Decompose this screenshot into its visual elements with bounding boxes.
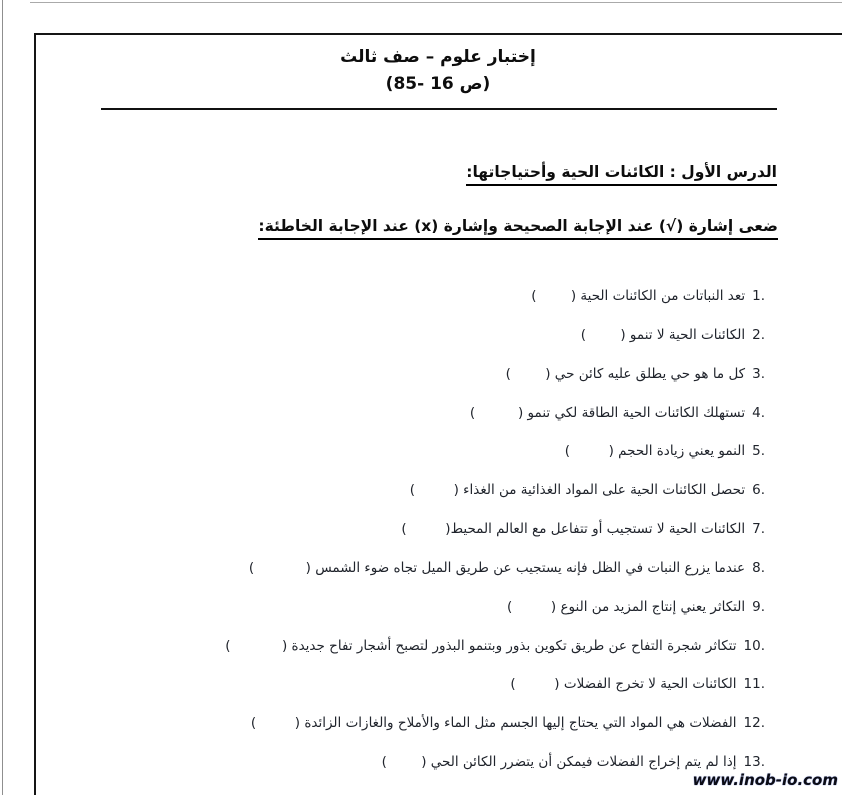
question-number: 3. xyxy=(752,365,765,382)
question-text: تحصل الكائنات الحية على المواد الغذائية من الغذاء ( ) xyxy=(409,482,746,499)
question-text: تعد النباتات من الكائنات الحية ( ) xyxy=(531,288,746,304)
question-number: 7. xyxy=(752,521,765,538)
question-item xyxy=(0,638,765,677)
question-text: الفضلات هي المواد التي يحتاج إليها الجسم مثل الماء والأملاح والغازات الزائدة ( ) xyxy=(250,715,737,732)
site-watermark: www.inob-io.com xyxy=(692,771,838,789)
question-number: 5. xyxy=(752,443,765,460)
question-text: الكائنات الحية لا تستجيب أو تتفاعل مع العالم المحيط( ) xyxy=(401,521,746,538)
question-item xyxy=(0,754,765,793)
question-text: الكائنات الحية لا تنمو ( ) xyxy=(580,326,746,343)
question-item xyxy=(0,560,765,599)
question-item xyxy=(0,482,765,521)
question-number: 1. xyxy=(752,288,765,304)
question-text: إذا لم يتم إخراج الفضلات فيمكن أن يتضرر الكائن الحي ( ) xyxy=(381,754,737,771)
question-text: تستهلك الكائنات الحية الطاقة لكي تنمو ( ) xyxy=(469,404,746,421)
question-list xyxy=(0,288,765,793)
question-number: 9. xyxy=(752,598,765,615)
question-item xyxy=(0,327,765,366)
question-item xyxy=(0,405,765,444)
question-item xyxy=(0,599,765,638)
question-number: 10. xyxy=(743,637,765,654)
question-number: 4. xyxy=(752,404,765,421)
question-item xyxy=(0,521,765,560)
question-text: النمو يعني زيادة الحجم ( ) xyxy=(564,443,746,460)
scan-edge-top xyxy=(30,2,842,3)
question-text: الكائنات الحية لا تخرج الفضلات ( ) xyxy=(510,676,737,693)
document-title: إختبار علوم – صف ثالث xyxy=(340,47,536,67)
question-item xyxy=(0,366,765,405)
question-item xyxy=(0,676,765,715)
question-number: 13. xyxy=(743,754,765,771)
instruction-heading: ضعى إشارة (√) عند الإجابة الصحيحة وإشارة (x) عند الإجابة الخاطئة: xyxy=(258,217,778,235)
question-text: التكاثر يعني إنتاج المزيد من النوع ( ) xyxy=(507,598,746,615)
question-item xyxy=(0,443,765,482)
title-block xyxy=(34,44,842,98)
question-item xyxy=(0,288,765,327)
question-number: 8. xyxy=(752,559,765,576)
question-text: كل ما هو حي يطلق عليه كائن حي ( ) xyxy=(505,365,746,382)
title-divider-line xyxy=(101,108,777,110)
question-text: تتكاثر شجرة التفاح عن طريق تكوين بذور وبتنمو البذور لتصبح أشجار تفاح جديدة ( ) xyxy=(225,637,737,654)
question-number: 11. xyxy=(743,676,765,693)
lesson-heading: الدرس الأول : الكائنات الحية وأحتياجاتها: xyxy=(466,163,777,181)
question-number: 2. xyxy=(752,326,765,343)
question-item xyxy=(0,715,765,754)
document-subtitle-pages: (ص 16 -85) xyxy=(385,74,491,94)
question-number: 12. xyxy=(743,715,765,732)
question-text: عندما يزرع النبات في الظل فإنه يستجيب عن طريق الميل تجاه ضوء الشمس ( ) xyxy=(248,559,746,576)
question-number: 6. xyxy=(752,482,765,499)
